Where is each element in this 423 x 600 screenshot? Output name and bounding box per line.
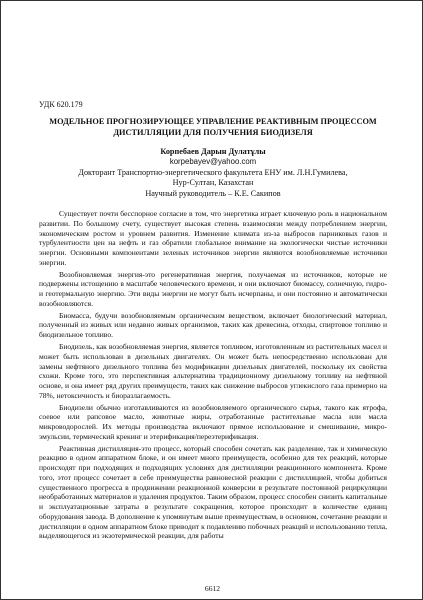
paragraph-6: Реактивная дистилляция-это процесс, который способен сочетать как разделение, так и химическую реакцию в одном аппаратном блоке, и он имеет много преимуществ, особенно для тех реакций, которые происходят при подходящих и подходящих условиях для дистилляции реакционного компонента. Кроме того, этот процесс сочетает в себе преимущества равновесной реакции с дистилляцией, чтобы добиться существенного прогресса в продвижении реакционной конверсии в результате постоянной рециркуляции необработанных материалов и удаления продуктов. Таким образом, процесс способен снизить капитальные и эксплуатационные затраты в результате сокращения, которое происходит в количестве единиц оборудования завода. В дополнение к упомянутым выше преимуществам, в основном, сочетание реакции и дистилляции в одном аппаратном блоке приводит к подавлению побочных реакций и использованию тепла, выделяющегося из экзотермической реакции, для работы <box>39 443 387 541</box>
supervisor: Научный руководитель – К.Е. Сакипов <box>145 188 281 198</box>
udk-code: УДК 620.179 <box>39 100 83 109</box>
page-number: 6612 <box>204 584 221 593</box>
paragraph-4: Биодизель, как возобновляемая энергия, является топливом, изготовленным из растительных масел и может быть использован в дизельных двигателях. Он может быть непосредственно использован для замены нефтяного дизельного топлива без модификации дизельных двигателей, поскольку их свойства схожи. Кроме того, это перспективная альтернатива традиционному дизельному топливу на нефтяной основе, и она имеет ряд других преимуществ, таких как снижение выбросов углекислого газа примерно на 78%, нетоксичность и биоразлагаемость. <box>39 342 387 400</box>
author-email: korpebayev@yahoo.com <box>169 157 257 167</box>
author-name: Корпебаев Дарын Дулатұлы <box>160 147 266 156</box>
affiliation-line-2: Нур-Султан, Казахстан <box>172 178 254 188</box>
paragraph-1: Существует почти бесспорное согласие в том, что энергетика играет ключевую роль в национальном развитии. По большому счету, существует высокая степень взаимосвязи между потреблением энергии, экономическим ростом и уровнем развития. Изменение климата из-за выбросов парниковых газов и турбулентности цен на нефть и газ обратили глобальное внимание на экологически чистые источники энергии. Основными компонентами зеленых источников энергии являются возобновляемые источники энергии. <box>39 209 387 267</box>
title-line-2: ДИСТИЛЛЯЦИИ ДЛЯ ПОЛУЧЕНИЯ БИОДИЗЕЛЯ <box>113 127 313 137</box>
body-text <box>39 209 387 543</box>
paragraph-2: Возобновляемая энергия-это регенеративная энергия, получаемая из источников, которые не подвержены истощению в масштабе человеческого времени, и они включают биомассу, солнечную, гидро-и геотермальную энергию. Эти виды энергии не могут быть исчерпаны, и они постоянно и автоматически возобновляются. <box>39 269 387 308</box>
paragraph-3: Биомасса, будучи возобновляемым органическим веществом, включает биологический материал, полученный из живых или недавно живых организмов, таких как древесина, отходы, спиртовое топливо и биодизельное топливо. <box>39 310 387 340</box>
title-line-1: МОДЕЛЬНОЕ ПРОГНОЗИРУЮЩЕЕ УПРАВЛЕНИЕ РЕАКТИВНЫМ ПРОЦЕССОМ <box>49 117 377 126</box>
author-block <box>61 147 365 199</box>
paper-title <box>29 117 397 138</box>
paragraph-5: Биодизели обычно изготавливаются из возобновляемого органического сырья, такого как ятрофа, соевое или рапсовое масло, животные жиры, отработанные растительные масла или масла микроводорослей. Их методы производства включают прямое использование и смешивание, микро-эмульсии, термический крекинг и этерификация/переэтерификация. <box>39 402 387 441</box>
affiliation-line-1: Докторант Транспортно-энергетического факультета ЕНУ им. Л.Н.Гумилева, <box>78 167 348 177</box>
